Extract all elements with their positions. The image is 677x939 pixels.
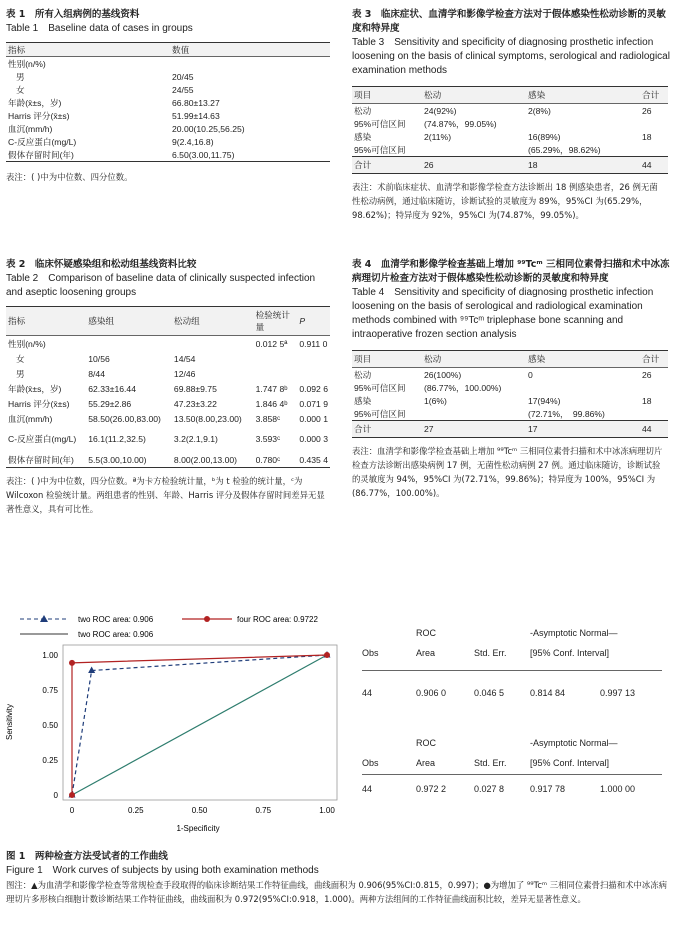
table-row — [6, 452, 330, 468]
table-cell: 13.50(8.00,23.00) — [173, 413, 242, 424]
figure-note: 图注：▲为血清学和影像学检查等常规检查手段取得的临床诊断结果工作特征曲线，曲线面积为 0.906(95%CI:0.815，0.997)；●为增加了 ⁹⁹Tcᵐ 三相同位素骨扫描和术中冰冻病理切片多形核白细胞计数诊断结果工作特征曲线，曲线面积为 0.972(95%CI:0.918，1.000)。两种方法组间的工作特征曲线面积比较，差异无显著性意义。 — [6, 880, 668, 904]
table-cell: 20.00(10.25,56.25) — [172, 123, 245, 134]
table4-block — [352, 258, 670, 500]
table-cell: 0.012 5ª — [255, 338, 288, 349]
table-cell: Harris 评分(x̄±s) — [8, 110, 70, 121]
table-cell: 95%可信区间 — [354, 408, 406, 419]
table-cell: 18 — [526, 157, 640, 174]
table-header — [352, 351, 668, 368]
table-cell: (65.29%，98.62%) — [528, 144, 601, 155]
stat-header: Area — [416, 648, 436, 658]
stat-cell: 0.027 8 — [474, 784, 505, 794]
table-cell: 性别(n/%) — [8, 58, 46, 69]
table-cell: 17 — [526, 421, 640, 438]
table-cell: 16(89%) — [528, 131, 561, 142]
table-cell: 男 — [16, 71, 25, 82]
stat-header: Obs — [362, 648, 379, 658]
table-cell: 松动 — [354, 105, 372, 116]
header-cell: 检验统计量 — [254, 307, 298, 336]
table-cell: 1(6%) — [424, 395, 447, 406]
table-cell — [640, 407, 668, 421]
table-header — [6, 43, 330, 57]
table1-title-en: Table 1 Baseline data of cases in groups — [6, 23, 193, 34]
table-cell — [640, 143, 668, 157]
table-cell: 合计 — [352, 421, 422, 438]
table-row — [352, 407, 668, 421]
table3 — [352, 86, 668, 174]
table1-title-cn: 表 1 所有入组病例的基线资料 — [6, 9, 140, 20]
table-cell: 26(100%) — [424, 369, 462, 380]
header-cell: 感染 — [526, 87, 640, 104]
table-cell: 假体存留时间(年) — [8, 454, 74, 465]
table-cell — [297, 351, 330, 366]
header-cell: 合计 — [640, 351, 668, 368]
table-cell — [422, 143, 526, 157]
stat-cell: 0.917 78 — [530, 784, 566, 794]
table-cell: 血沉(mm/h) — [8, 123, 53, 134]
table-row — [352, 143, 668, 157]
table-cell: 14/54 — [173, 353, 196, 364]
divider — [362, 670, 662, 671]
header-cell: 感染组 — [86, 307, 172, 336]
table-cell: (86.77%，100.00%) — [424, 382, 502, 393]
table-cell: 62.33±16.44 — [88, 383, 136, 394]
table-cell: 2(11%) — [424, 131, 452, 142]
table-cell: 95%可信区间 — [354, 118, 406, 129]
table-cell: 10/56 — [88, 353, 110, 364]
stat-header: ROC — [416, 628, 436, 638]
table-cell: 44 — [640, 157, 668, 174]
table-cell: 26 — [422, 157, 526, 174]
header-cell: 指标 — [6, 43, 170, 57]
table-cell — [422, 407, 526, 421]
table-row — [6, 70, 330, 83]
table-cell: (74.87%，99.05%) — [424, 118, 497, 129]
table-cell: 1.846 4ᵇ — [255, 398, 288, 409]
table3-title-en: Table 3 Sensitivity and specificity of diagnosing prosthetic infection loosening on the basis of clinical symptoms, serological and radiological examination methods — [352, 37, 670, 76]
stat-header: Obs — [362, 758, 379, 768]
header-cell: 感染 — [526, 351, 640, 368]
axis-ticks — [42, 651, 335, 815]
table-cell: C-反应蛋白(mg/L) — [8, 434, 77, 444]
circle-marker — [69, 660, 75, 666]
table-cell: 3.858ᶜ — [255, 413, 281, 424]
table-cell: 55.29±2.86 — [88, 398, 132, 409]
table-cell: 18 — [642, 131, 652, 142]
header-cell: 松动 — [422, 87, 526, 104]
table-cell: 1.747 8ᵇ — [255, 383, 288, 394]
legend — [20, 615, 318, 639]
table-cell — [254, 351, 298, 366]
table-cell: 26 — [642, 105, 652, 116]
table4-title-cn: 表 4 血清学和影像学检查基础上增加 ⁹⁹Tcᵐ 三相同位素骨扫描和术中冰冻病理切片检查方法对于假体感染性松动诊断的灵敏度和特异度 — [352, 259, 670, 284]
table-cell — [526, 381, 640, 394]
y-axis-label: Sensitivity — [5, 703, 14, 741]
table3-note: 表注：术前临床症状、血清学和影像学检查方法诊断出 18 例感染患者，26 例无菌性松动病例，通过临床随访，诊断试验的灵敏度为 89%，95%CI 为(65.29%，98.62%)；特异度为 92%，95%CI 为(74.87%，99.05%)。 — [352, 182, 658, 220]
table-row — [6, 109, 330, 122]
table-cell: 感染 — [354, 395, 372, 406]
table-header — [6, 307, 330, 336]
header-cell: 项目 — [352, 87, 422, 104]
table-row — [352, 381, 668, 394]
header-cell: 数值 — [170, 43, 330, 57]
table-cell: 44 — [640, 421, 668, 438]
table-row — [352, 394, 668, 407]
table-cell: 假体存留时间(年) — [8, 149, 74, 160]
legend-label-ref: two ROC area: 0.906 — [78, 630, 154, 639]
table-row — [6, 148, 330, 162]
figure-title-en: Figure 1 Work curves of subjects by using both examination methods — [6, 865, 319, 876]
stat-cell: 44 — [362, 688, 373, 698]
legend-label-two: two ROC area: 0.906 — [78, 615, 154, 624]
x-axis-label: 1-Specificity — [176, 824, 220, 833]
table-cell: (72.71%， 99.86%) — [528, 408, 605, 419]
table-cell — [254, 366, 298, 381]
stat-cell: 1.000 00 — [600, 784, 636, 794]
y-tick-label: 1.00 — [42, 651, 58, 660]
table-row — [352, 368, 668, 382]
table1 — [6, 42, 330, 162]
table2-title-en: Table 2 Comparison of baseline data of clinically suspected infection and aseptic loosening groups — [6, 273, 316, 298]
stat-header: ROC — [416, 738, 436, 748]
header-cell: 松动 — [422, 351, 526, 368]
y-tick-label: 0.75 — [42, 686, 58, 695]
table-cell: 松动 — [354, 369, 372, 380]
table-row — [6, 411, 330, 426]
table-cell: 9(2.4,16.8) — [172, 136, 214, 147]
roc-stats-1 — [362, 628, 672, 708]
table-cell: 3.593ᶜ — [255, 434, 281, 444]
table-cell: 20/45 — [172, 71, 194, 82]
table4-title-en: Table 4 Sensitivity and specificity of diagnosing prosthetic infection loosening on the basis of serological and radiological examination methods combined with ⁹⁹Tcᵐ triplephase bone scanning and intraoperative frozen section analysis — [352, 287, 654, 340]
stat-cell: 44 — [362, 784, 373, 794]
roc-stats-2 — [362, 738, 672, 804]
table3-title-cn: 表 3 临床症状、血清学和影像学检查方法对于假体感染性松动诊断的灵敏度和特异度 — [352, 9, 666, 34]
table-cell: 24(92%) — [424, 105, 457, 116]
table-row — [6, 83, 330, 96]
roc-series — [69, 651, 331, 798]
table1-note: 表注：( )中为中位数、四分位数。 — [6, 172, 133, 182]
table-cell: 95%可信区间 — [354, 144, 406, 155]
table-cell: 年龄(x̄±s，岁) — [8, 97, 62, 108]
table-cell: 51.99±14.63 — [172, 110, 220, 121]
table-cell: 3.2(2.1,9.1) — [173, 434, 218, 444]
y-tick-label: 0.50 — [42, 721, 58, 730]
table-cell: 0.435 4 — [299, 454, 328, 465]
table-cell: 0.071 9 — [299, 398, 328, 409]
table-cell: 47.23±3.22 — [173, 398, 217, 409]
stat-cell: 0.814 84 — [530, 688, 566, 698]
x-tick-label: 0.25 — [127, 806, 144, 815]
table-cell: 17(94%) — [528, 395, 561, 406]
table-row — [6, 57, 330, 71]
table4-note: 表注：血清学和影像学检查基础上增加 ⁹⁹Tcᵐ 三相同位素骨扫描和术中冰冻病理切片检查方法诊断出感染病例 17 例，无菌性松动病例 27 例。通过临床随访，诊断试验的灵敏度为 94%，95%CI 为(72.71%，99.86%)；特异度为 100%，95%CI 为(86.77%，100.00%)。 — [352, 446, 663, 498]
header-cell: 松动组 — [172, 307, 254, 336]
header-cell: 指标 — [6, 307, 86, 336]
table-cell — [172, 336, 254, 352]
table4 — [352, 350, 668, 438]
x-tick-label: 0 — [69, 806, 75, 815]
table-cell: 6.50(3.00,11.75) — [172, 149, 235, 160]
legend-label-four: four ROC area: 0.9722 — [237, 615, 318, 624]
table-row — [6, 122, 330, 135]
stat-header: Area — [416, 758, 436, 768]
header-cell: P — [297, 307, 330, 336]
table-cell — [170, 57, 330, 71]
table-row — [6, 396, 330, 411]
table-cell: 2(8%) — [528, 105, 551, 116]
stat-header: Std. Err. — [474, 758, 507, 768]
table-cell: 66.80±13.27 — [172, 97, 220, 108]
table-cell: 性别(n/%) — [8, 338, 46, 349]
stat-header: Std. Err. — [474, 648, 507, 658]
table-row — [6, 135, 330, 148]
table1-block — [6, 8, 336, 184]
header-cell: 合计 — [640, 87, 668, 104]
table-cell: 0.780ᶜ — [255, 454, 281, 465]
circle-marker — [69, 792, 75, 798]
table-cell: 12/46 — [173, 368, 196, 379]
stat-cell: 0.906 0 — [416, 688, 447, 698]
table-cell: 0.092 6 — [299, 383, 328, 394]
table-cell: 0.000 3 — [299, 434, 328, 444]
table-cell: 58.50(26.00,83.00) — [88, 413, 161, 424]
table-header — [352, 87, 668, 104]
stat-header: [95% Conf. Interval] — [530, 648, 610, 658]
table-cell — [526, 117, 640, 130]
table-cell: 合计 — [352, 157, 422, 174]
table-cell: 69.88±9.75 — [173, 383, 217, 394]
roc-chart — [0, 605, 345, 845]
table-row — [6, 426, 330, 452]
table-total-row — [352, 157, 668, 174]
divider — [362, 774, 662, 775]
y-tick-label: 0.25 — [42, 756, 58, 765]
table-cell: 8/44 — [88, 368, 105, 379]
stat-cell: 0.997 13 — [600, 688, 636, 698]
table-cell: 0.911 0 — [299, 338, 328, 349]
header-cell: 项目 — [352, 351, 422, 368]
y-tick-label: 0 — [53, 791, 58, 800]
stat-cell: 0.972 2 — [416, 784, 447, 794]
table-cell: 26 — [642, 369, 652, 380]
table-cell: 血沉(mm/h) — [8, 413, 53, 424]
table-cell: 24/55 — [172, 84, 194, 95]
figure-title-cn: 图 1 两种检查方法受试者的工作曲线 — [6, 851, 168, 862]
table-row — [6, 366, 330, 381]
table-row — [352, 130, 668, 143]
table-cell: 女 — [16, 84, 25, 95]
table-cell: 0 — [528, 369, 533, 380]
table2-title-cn: 表 2 临床怀疑感染组和松动组基线资料比较 — [6, 259, 197, 270]
table-row — [6, 96, 330, 109]
table3-block — [352, 8, 670, 222]
table2 — [6, 306, 330, 468]
table2-note: 表注：( )中为中位数，四分位数。ª为卡方检验统计量，ᵇ为 t 检验的统计量，ᶜ为 Wilcoxon 检验统计量。两组患者的性别、年龄、Harris 评分及假体存留时间差异无显著性意义，具有可比性。 — [6, 476, 325, 514]
stat-header: -Asymptotic Normal— — [530, 738, 618, 748]
table-cell: 95%可信区间 — [354, 382, 406, 393]
stat-cell: 0.046 5 — [474, 688, 505, 698]
table-cell — [86, 336, 172, 352]
reference-line — [72, 655, 327, 795]
table-cell: Harris 评分(x̄±s) — [8, 398, 70, 409]
table-cell: 女 — [16, 353, 25, 364]
table-cell — [297, 366, 330, 381]
table-cell: 16.1(11.2,32.5) — [88, 434, 146, 444]
table-cell: 5.5(3.00,10.00) — [88, 454, 147, 465]
table-row — [352, 117, 668, 130]
table-cell: 27 — [422, 421, 526, 438]
stat-header: [95% Conf. Interval] — [530, 758, 610, 768]
table-row — [6, 381, 330, 396]
table-cell: 男 — [16, 368, 25, 379]
x-tick-label: 1.00 — [319, 806, 335, 815]
circle-marker — [324, 652, 330, 658]
stat-header: -Asymptotic Normal— — [530, 628, 618, 638]
figure-caption — [6, 850, 670, 906]
table-cell: 年龄(x̄±s，岁) — [8, 383, 62, 394]
table-cell: 感染 — [354, 131, 372, 142]
table-cell: C-反应蛋白(mg/L) — [8, 136, 77, 147]
x-tick-label: 0.75 — [255, 806, 272, 815]
table-cell — [640, 117, 668, 130]
x-tick-label: 0.50 — [191, 806, 208, 815]
table-cell — [640, 381, 668, 394]
table-cell: 8.00(2.00,13.00) — [173, 454, 237, 465]
table-row — [6, 336, 330, 352]
table-cell: 18 — [642, 395, 652, 406]
table-total-row — [352, 421, 668, 438]
table2-block — [6, 258, 336, 516]
table-cell: 0.000 1 — [299, 413, 328, 424]
table-row — [6, 351, 330, 366]
legend-marker-circle — [204, 616, 210, 622]
table-row — [352, 104, 668, 118]
